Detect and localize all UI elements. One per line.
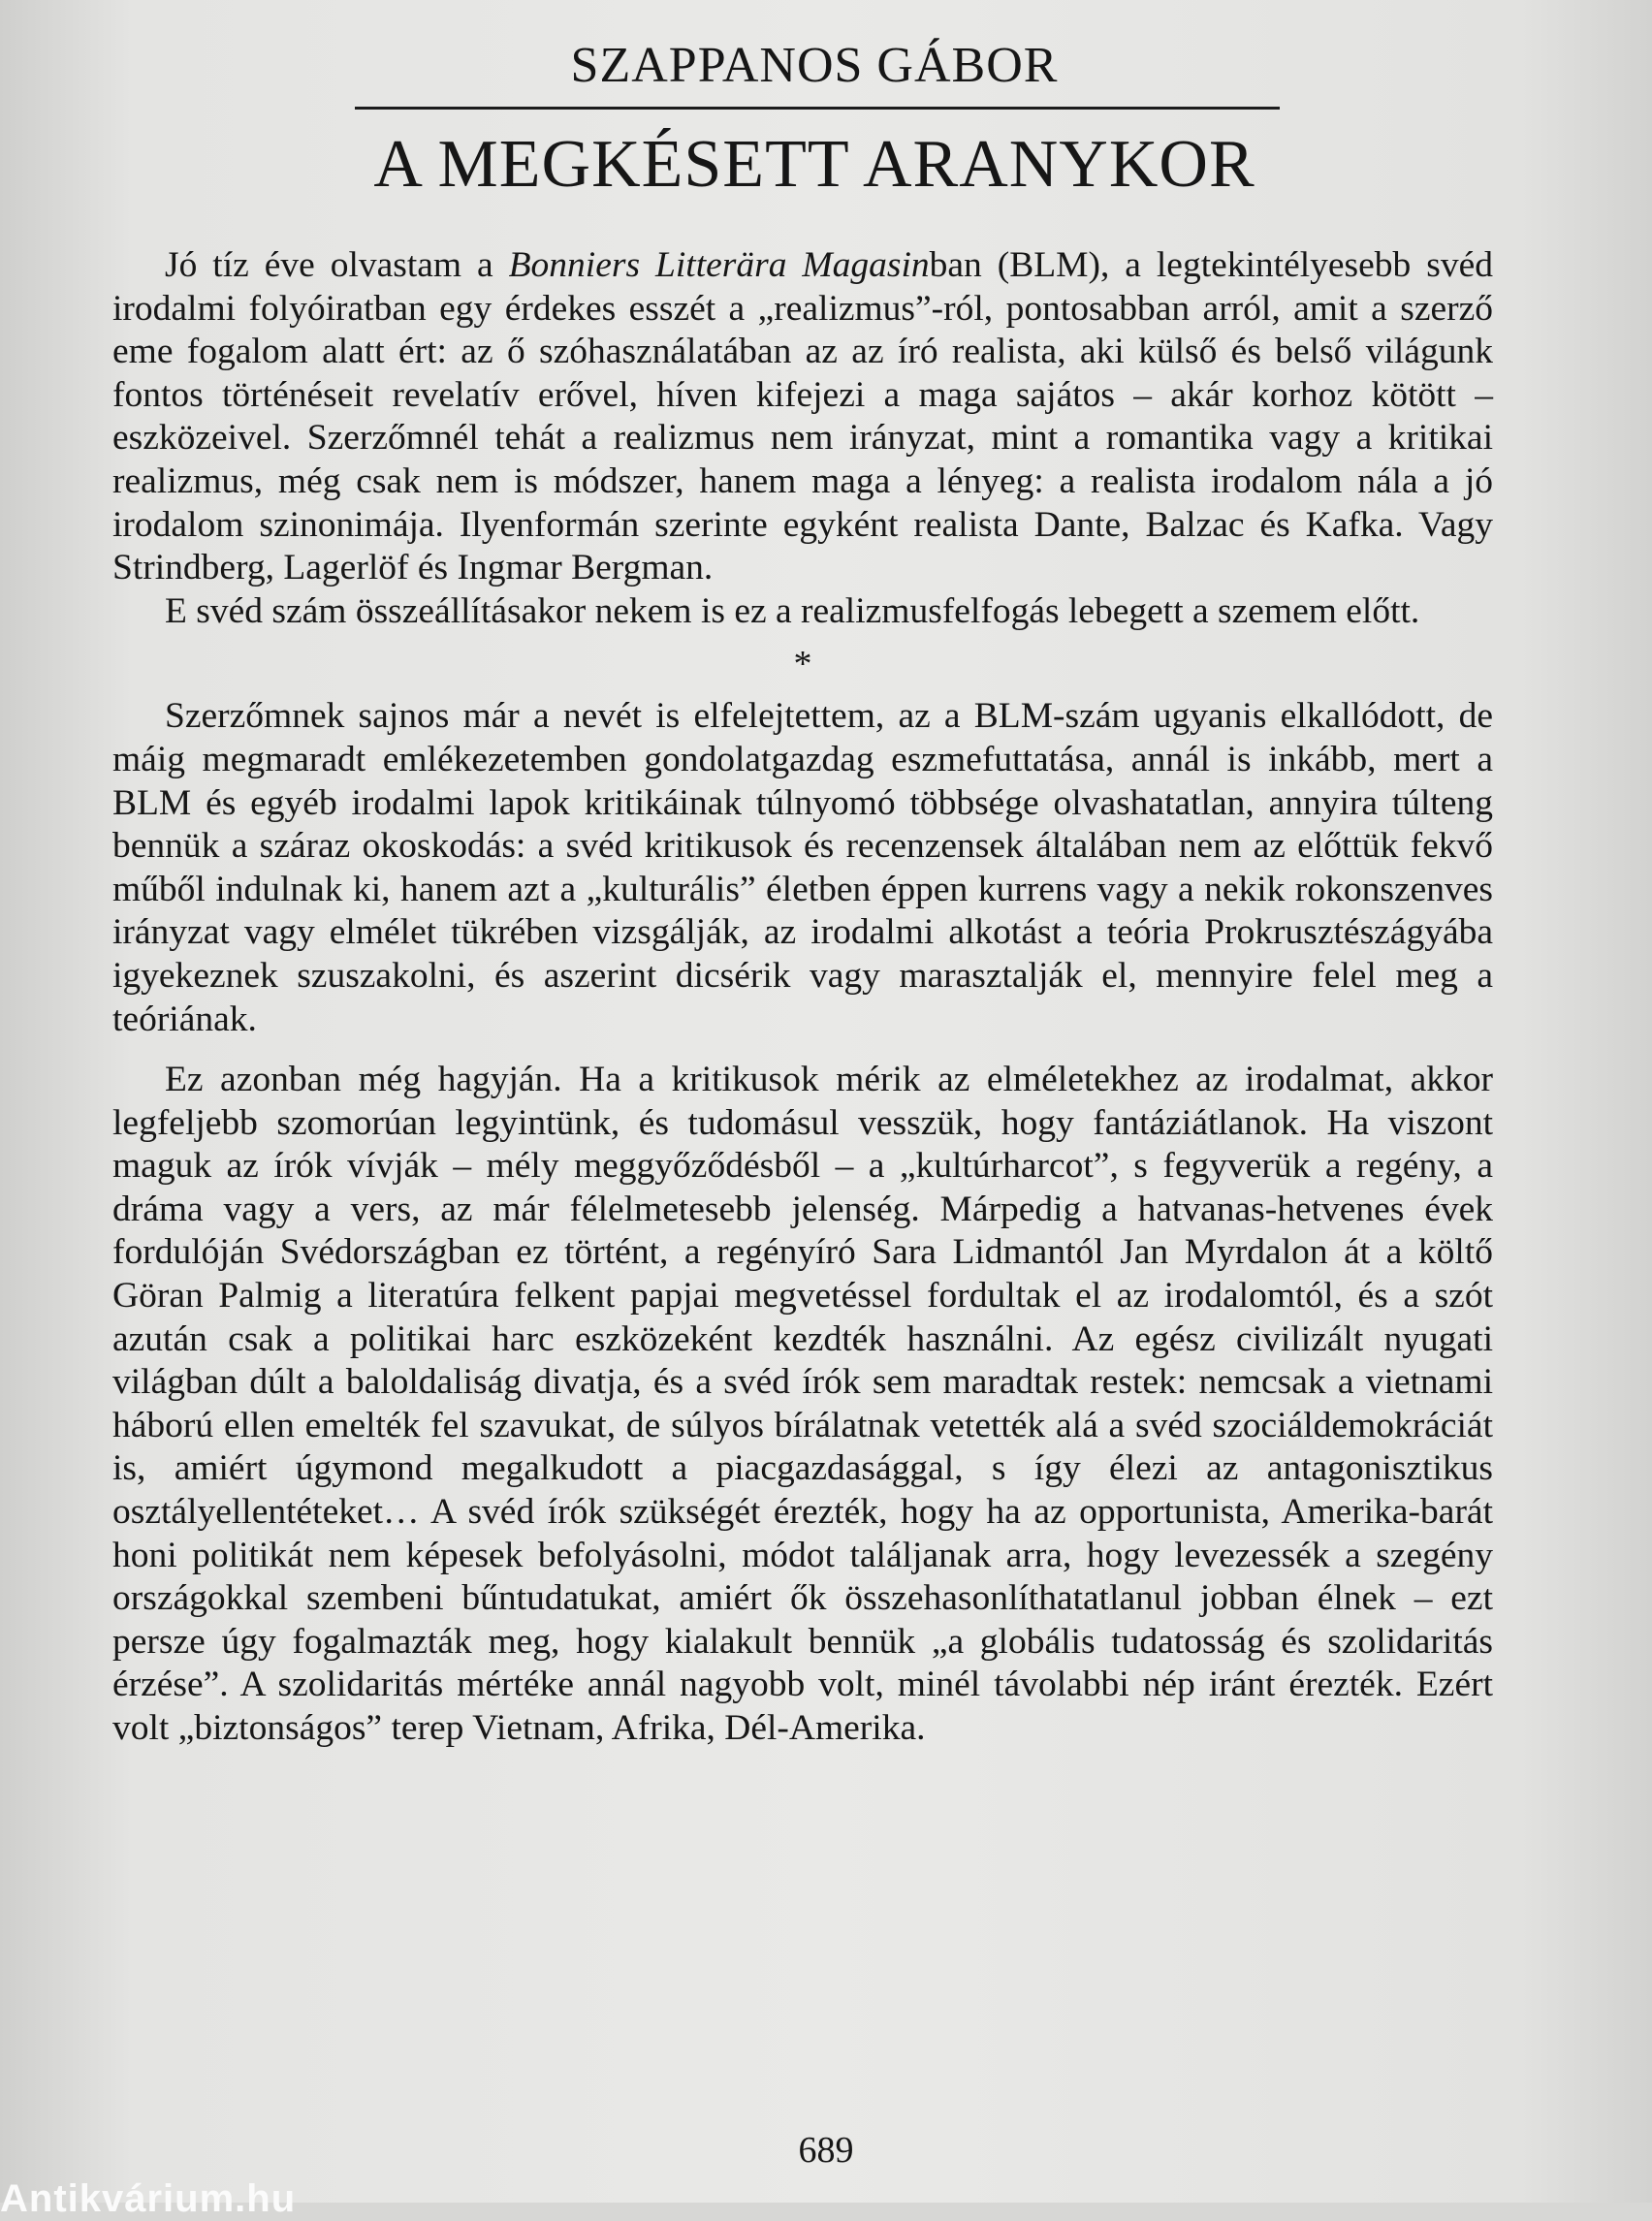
paragraph: Jó tíz éve olvastam a Bonniers Litterära Magasinban (BLM), a legtekintélyesebb svéd irodalmi folyóiratban egy érdekes esszét a „realizmus”-ról, pontosabban arról, amit a szerző eme fogalom alatt ért: az ő szóhasználatában az az író realista, aki külső és belső világunk fontos történéseit revelatív erővel, híven kifejezi a maga sajátos – akár korhoz kötött – eszközeivel. Szerzőmnél tehát a realizmus nem irányzat, mint a romantika vagy a kritikai realizmus, még csak nem is módszer, hanem maga a lényeg: a realista irodalom nála a jó irodalom szinonimája. Ilyenformán szerinte egyként realista Dante, Balzac és Kafka. Vagy Strindberg, Lagerlöf és Ingmar Bergman. <box>112 245 1493 588</box>
paragraph: Szerzőmnek sajnos már a nevét is elfelejtettem, az a BLM-szám ugyanis elkallódott, de máig megmaradt emlékezetemben gondolatgazdag eszmefuttatása, annál is inkább, mert a BLM és egyéb irodalmi lapok kritikáinak túlnyomó többsége olvashatatlan, annyira túlteng bennük a száraz okoskodás: a svéd kritikusok és recenzensek általában nem az előttük fekvő műből indulnak ki, hanem azt a „kulturális” életben éppen kurrens vagy a nekik rokonszenves irányzat vagy elmélet tükrében vizsgálják, az irodalmi alkotást a teória Prokrusztészágyába igyekeznek szuszakolni, és aszerint dicsérik vagy marasztalják el, mennyire felel meg a teóriának. <box>112 696 1493 1039</box>
page-number: 689 <box>798 2130 854 2171</box>
title-divider <box>355 107 1280 110</box>
author-name: SZAPPANOS GÁBOR <box>570 38 1059 93</box>
magazine-title: Bonniers Litterära Magasin <box>508 245 930 285</box>
paragraph: Ez azonban még hagyján. Ha a kritikusok mérik az elméletekhez az irodalmat, akkor legfeljebb szomorúan legyintünk, és tudomásul vesszük, hogy fantáziátlanok. Ha viszont maguk az írók vívják – mély meggyőződésből – a „kultúrharcot”, s fegyverük a regény, a dráma vagy a vers, az már félelmetesebb jelenség. Márpedig a hatvanas-hetvenes évek fordulóján Svédországban ez történt, a regényíró Sara Lidmantól Jan Myrdalon át a költő Göran Palmig a literatúra felkent papjai megvetéssel fordultak el az irodalomtól, és a szót azután csak a politikai harc eszközeként kezdték használni. Az egész civilizált nyugati világban dúlt a baloldaliság divatja, és a svéd írók sem maradtak restek: nemcsak a vietnami háború ellen emelték fel szavukat, de súlyos bírálatnak vetették alá a svéd szociáldemokráciát is, amiért úgymond megalkudott a piacgazdasággal, s így élezi az antagonisztikus osztályellentéteket… A svéd írók szükségét érezték, hogy ha az opportunista, Amerika-barát honi politikát nem képesek befolyásolni, módot találjanak arra, hogy levezessék a szegény országokkal szembeni bűntudatukat, amiért ők összehasonlíthatatlanul jobban élnek – ezt persze úgy fogalmazták meg, hogy kialakult bennük „a globális tudatosság és szolidaritás érzése”. A szolidaritás mértéke annál nagyobb volt, minél távolabbi nép iránt érezték. Ezért volt „biztonságos” terep Vietnam, Afrika, Dél-Amerika. <box>112 1060 1493 1748</box>
paragraph: E svéd szám összeállításakor nekem is ez a realizmusfelfogás lebegett a szemem előtt. <box>165 590 1420 631</box>
section-separator: * <box>793 644 812 685</box>
article-title: A MEGKÉSETT ARANYKOR <box>373 127 1255 202</box>
watermark: Antikvárium.hu <box>0 2177 297 2220</box>
article-body <box>112 244 1493 1751</box>
